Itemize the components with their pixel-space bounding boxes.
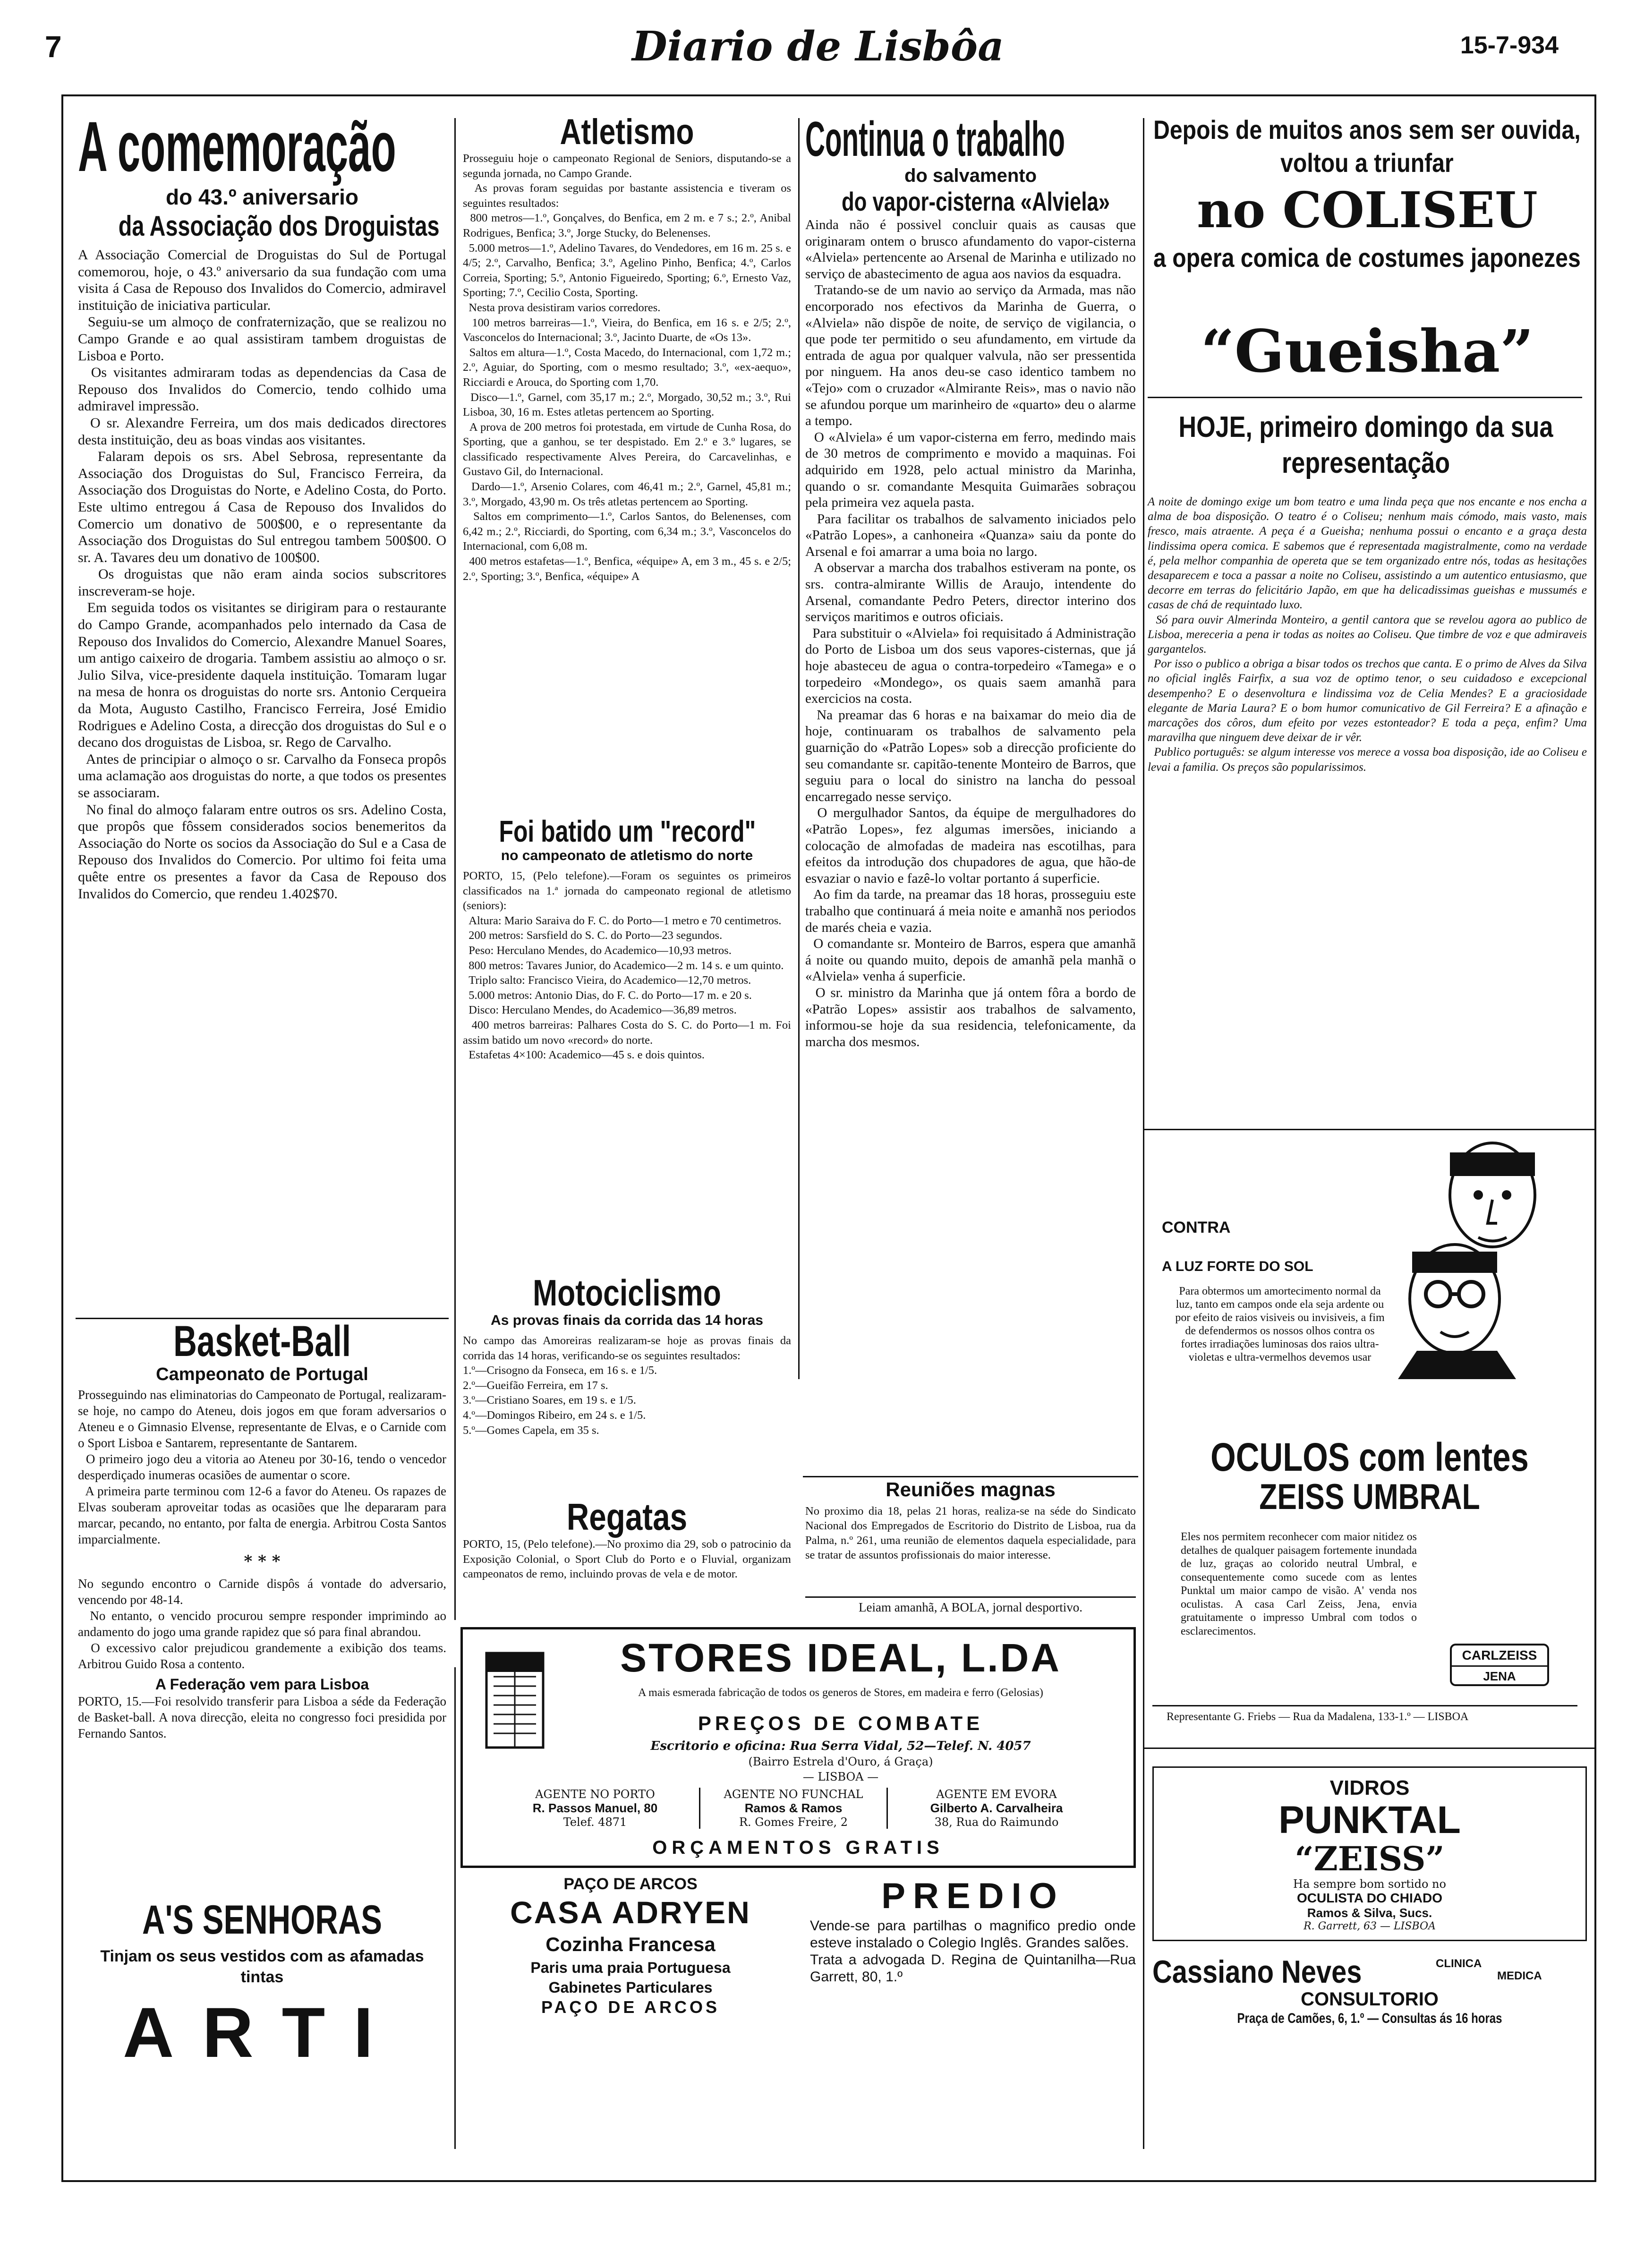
section-rule bbox=[1152, 1705, 1577, 1706]
stores-address: Escritorio e oficina: Rua Serra Vidal, 52—Telef. N. 4057 bbox=[650, 1739, 1031, 1753]
column-rule bbox=[454, 118, 456, 1620]
headline-comemoracao: A comemoração bbox=[78, 107, 396, 186]
stores-orcamentos: ORÇAMENTOS GRATIS bbox=[652, 1837, 944, 1858]
reunioes-body: No proximo dia 18, pelas 21 horas, realiza-se na séde do Sindicato Nacional dos Empregados de Escritorio do Distrito de Lisboa, rua da Palma, n.º 261, uma reunião de elementos daquela especialidade, para se tratar de assuntos profissionais do maior interesse. bbox=[805, 1505, 1139, 1561]
stores-title: STORES IDEAL, L.DA bbox=[620, 1636, 1061, 1680]
masthead-date: 15-7-934 bbox=[1460, 32, 1559, 59]
cassiano-name: Cassiano Neves bbox=[1152, 1954, 1362, 1990]
column-rule bbox=[1143, 118, 1144, 2149]
section-rule bbox=[1143, 1129, 1596, 1130]
section-rule bbox=[805, 1596, 1136, 1598]
arti-ad bbox=[78, 1899, 446, 2111]
stores-window-illustration bbox=[482, 1648, 548, 1757]
sub-moto: As provas finais da corrida das 14 horas bbox=[491, 1313, 763, 1328]
oculos-text: Para obtermos um amortecimento normal da luz, tanto em campos onde ela seja ardente ou por efeito de raios visiveis ou invisiveis, a fim de defendermos os nossos olhos contra os fortes irradiações luminosas dos raios ultra-violetas e ultra-vermelhos devemos usar bbox=[1175, 1285, 1388, 1364]
sub-aniversario: do 43.º aniversario bbox=[166, 185, 358, 209]
federacao-title: A Federação vem para Lisboa bbox=[155, 1676, 369, 1693]
stores-precos: PREÇOS DE COMBATE bbox=[698, 1712, 984, 1734]
headline-basket: Basket-Ball bbox=[173, 1317, 351, 1365]
cozinha-francesa: Cozinha Francesa bbox=[545, 1933, 716, 1955]
column-rule bbox=[454, 1667, 456, 2149]
sub-vapor: do vapor-cisterna «Alviela» bbox=[842, 187, 1110, 216]
oculos-rep: Representante G. Friebs — Rua da Madalena, 133-1.º — LISBOA bbox=[1167, 1711, 1469, 1723]
regatas-body: PORTO, 15, (Pelo telefone).—No proximo dia 29, sob o patrocinio da Exposição Colonial, o Sport Club do Porto e o Fluvial, organizam campeonatos de remo, incluindo provas de vela e de motor. bbox=[463, 1538, 794, 1581]
masthead-title: Diario de Lisbôa bbox=[632, 23, 1004, 70]
senhoras-headline: A'S SENHORAS bbox=[142, 1897, 382, 1943]
headline-record: Foi batido um "record" bbox=[499, 814, 756, 848]
punktal-sub: Ha sempre bom sortido no bbox=[1293, 1877, 1446, 1891]
headline-moto: Motociclismo bbox=[533, 1272, 721, 1313]
zeiss-umbral-ad bbox=[1152, 1143, 1587, 1814]
article-alviela bbox=[805, 113, 1136, 1398]
section-rule bbox=[1143, 1748, 1596, 1749]
article-atletismo bbox=[463, 113, 791, 812]
zeiss-name: “ZEISS” bbox=[1295, 1839, 1445, 1878]
article-comemoracao bbox=[78, 107, 447, 1308]
column-rule bbox=[798, 118, 800, 1379]
agent-funchal: AGENTE NO FUNCHAL Ramos & Ramos R. Gomes Freire, 2 bbox=[699, 1788, 888, 1829]
bola-notice: Leiam amanhã, A BOLA, jornal desportivo. bbox=[859, 1600, 1082, 1614]
record-body: PORTO, 15, (Pelo telefone).—Foram os seguintes os primeiros classificados na 1.ª jornada do campeonato regional de atletismo (seniors): Altura: Mario Saraiva do F. C. do Porto—1 metro e 70 centimetros. 200 metros: Sarsfield do S. C. do Porto—23 segundos. Peso: Herculano Mendes, do Academico—10,93 metros. 800 metros: Tavares Junior, do Academico—2 m. 14 s. e um quinto. Triplo salto: Francisco Vieira, do Academico—12,70 metros. 5.000 metros: Antonio Dias, do F. C. do Porto—17 m. e 20 s. Disco: Herculano Mendes, do Academico—36,89 metros. 400 metros barreiras: Palhares Costa do S. C. do Porto—1 m. Foi assim batido um novo «record» do norte. Estafetas 4×100: Academico—45 s. e dois quintos. bbox=[463, 870, 791, 1062]
oculos-luz: A LUZ FORTE DO SOL bbox=[1162, 1259, 1313, 1274]
oculos-body: Eles nos permitem reconhecer com maior nitidez os detalhes de qualquer paisagem fortemente inundada de luz, graças ao colorido neutral Umbral, e consequentemente como sucede com as lentes Punktal um maior campo de visão. A' venda nos oculistas. A casa Carl Zeiss, Jena, envia gratuitamente o impresso Umbral com todos o esclarecimentos. bbox=[1181, 1531, 1420, 1637]
coliseu-head-3: a opera comica de costumes japonezes bbox=[1153, 243, 1581, 273]
ramos-silva: Ramos & Silva, Sucs. bbox=[1307, 1906, 1432, 1920]
coliseu-head-2: no COLISEU bbox=[1197, 181, 1538, 239]
section-rule bbox=[803, 1476, 1138, 1477]
sub-record: no campeonato de atletismo do norte bbox=[501, 848, 753, 863]
basket-body: Prosseguindo nas eliminatorias do Campeonato de Portugal, realizaram-se hoje, no campo do Ateneu, dois jogos em que foram adversarios o Ateneu e o Gimnasio Elvense, representante de Elvas, e o Carnide com o Sport Lisboa e Santarem, representante de Santarem. O primeiro jogo deu a vitoria ao Ateneu por 30-16, tendo o vencedor desperdiçado inumeras ocasiões de aumentar o score. A primeira parte terminou com 12-6 a favor do Ateneu. Os rapazes de Elvas souberam aproveitar todas as ocasiões que lhe depararam para marcar, pecando, no entanto, por falta de energia. Arbitrou Costa Santos imparcialmente. bbox=[78, 1388, 447, 1546]
basket-body-2: No segundo encontro o Carnide dispôs á vontade do adversario, vencendo por 48-14. No entanto, o vencido procurou sempre responder imprimindo ao andamento do jogo uma grande rapidez que só para final abrandou. O excessivo calor prejudicou grandemente a exibição dos teams. Arbitrou Guido Rosa a contento. bbox=[78, 1577, 447, 1671]
arti-brand: ARTI bbox=[123, 1993, 401, 2072]
headline-continua: Continua o trabalho bbox=[805, 112, 1065, 167]
oculista-chiado: OCULISTA DO CHIADO bbox=[1297, 1891, 1442, 1905]
paris-praia: Paris uma praia Portuguesa bbox=[530, 1959, 731, 1976]
stores-city: — LISBOA — bbox=[802, 1770, 879, 1783]
pracas-address: Praça de Camões, 6, 1.º — Consultas ás 16 horas bbox=[1237, 2011, 1502, 2026]
zeiss-logo: CARLZEISS JENA bbox=[1450, 1644, 1549, 1686]
stars-divider: * * * bbox=[244, 1552, 281, 1571]
consultorio: CONSULTORIO bbox=[1301, 1989, 1439, 2010]
casa-adryen: CASA ADRYEN bbox=[510, 1895, 751, 1930]
oculos-headline-2: ZEISS UMBRAL bbox=[1259, 1477, 1480, 1517]
predio-headline: PREDIO bbox=[881, 1876, 1065, 1916]
sub-associacao: da Associação dos Droguistas bbox=[118, 210, 440, 242]
reunioes-headline: Reuniões magnas bbox=[886, 1478, 1056, 1501]
coliseu-head-5: HOJE, primeiro domingo da sua representação bbox=[1178, 411, 1553, 479]
article-motociclismo bbox=[463, 1273, 791, 1443]
coliseu-head-4: “Gueisha” bbox=[1201, 317, 1534, 386]
atletismo-body: Prosseguiu hoje o campeonato Regional de Seniors, disputando-se a segunda jornada, no Campo Grande. As provas foram seguidas por bastante assistencia e tiveram os seguintes resultados: 800 metros—1.º, Gonçalves, do Benfica, em 2 m. e 7 s.; 2.º, Anibal Rodrigues, Benfica; 3.º, Jorge Stucky, do Belenenses. 5.000 metros—1.º, Adelino Tavares, do Vendedores, em 16 m. 25 s. e 4/5; 2.º, Carvalho, Benfica; 3.º, Agelino Pinho, Benfica; 4.º, Carlos Correia, Sporting; 5.º, Antonio Figueiredo, Sporting; 6.º, Ernesto Vaz, Sporting; 7.º, Cecilio Costa, Sporting. Nesta prova desistiram varios corredores. 100 metros barreiras—1.º, Vieira, do Benfica, em 16 s. e 2/5; 2.º, Vasconcelos do Internacional; 3.º, Jacinto Duarte, de «Os 13». Saltos em altura—1.º, Costa Macedo, do Internacional, com 1,72 m.; 2.º, Aguiar, do Sporting, com o mesmo resultado; 3.º, «ex-aequo», Ricciardi e Arouca, do Sporting com 1,70. Disco—1.º, Garnel, com 35,17 m.; 2.º, Morgado, 30,52 m.; 3.º, Rui Lisboa, 30, 16 m. Estes atletas pertencem ao Sporting. A prova de 200 metros foi protestada, em virtude de Cunha Rosa, do Sporting, que a ganhou, se ter despistado. Em 2.º e 3.º lugares, se classificado respectivamente Alves Pereira, do Carcavelinhas, e Gustavo Gil, do Internacional. Dardo—1.º, Arsenio Colares, com 46,41 m.; 2.º, Garnel, 45,81 m.; 3.º, Morgado, 43,90 m. Os três atletas pertencem ao Sporting. Saltos em comprimento—1.º, Carlos Santos, do Belenenses, com 6,42 m.; 2.º, Ricciardi, do Sporting, com 6,34 m.; 3.º, Vasconcelos do Internacional, com 6,08 m. 400 metros estafetas—1.º, Benfica, «équipe» A, em 3 m., 45 s. e 2/5; 2.º, Sporting; 3.º, Benfica, «équipe» A bbox=[463, 152, 792, 583]
punktal: PUNKTAL bbox=[1278, 1799, 1461, 1842]
oculos-headline-1: OCULOS com lentes bbox=[1210, 1435, 1529, 1479]
faces-illustration bbox=[1398, 1143, 1554, 1379]
adryen-ad bbox=[465, 1875, 796, 2073]
oculos-contra: CONTRA bbox=[1162, 1219, 1231, 1236]
stores-sub: A mais esmerada fabricação de todos os generos de Stores, em madeira e ferro (Gelosias) bbox=[638, 1687, 1043, 1699]
punktal-ad bbox=[1152, 1766, 1587, 1941]
garrett-address: R. Garrett, 63 — LISBOA bbox=[1304, 1920, 1436, 1932]
article-body: A Associação Comercial de Droguistas do Sul de Portugal comemorou, hoje, o 43.º aniversario da sua fundação com uma visita á Casa de Repouso dos Invalidos do Comercio, admiravel instituição de iniciativa particular. Seguiu-se um almoço de confraternização, que se realizou no Campo Grande e ao qual assistiram tambem droguistas de Lisboa e Porto. Os visitantes admiraram todas as dependencias da Casa de Repouso dos Invalidos do Comercio, tendo colhido uma admiravel impressão. O sr. Alexandre Ferreira, um dos mais dedicados directores desta instituição, deu as boas vindas aos visitantes. Falaram depois os srs. Abel Sebrosa, representante da Associação dos Droguistas do Sul, Francisco Ferreira, da Associação dos Droguistas do Norte, e Adelino Costa, do Porto. Este ultimo entregou á Casa de Repouso dos Invalidos do Comercio um donativo de 500$00, e o representante da Associação dos Droguistas do Sul entregou tambem 500$00. O sr. A. Tavares deu um donativo de 100$00. Os droguistas que não eram ainda socios subscritores inscreveram-se hoje. Em seguida todos os visitantes se dirigiram para o restaurante do Campo Grande, acompanhados pelo internado da Casa de Repouso dos Invalidos do Comercio, Alexandre Manuel Soares, um antigo caixeiro de drogaria. Tambem assistiu ao almoço o sr. Julio Silva, vice-presidente daquela instituição. Tomaram lugar na mesa de honra os droguistas do norte srs. Antonio Cerqueira da Mota, Augusto Castilho, Francisco Ferreira, José Emidio Rodrigues e Adelino Costa, a direcção dos droguistas do Sul e o decano dos droguistas de Lisboa, sr. Rego de Carvalho. Antes de principiar o almoço o sr. Carvalho da Fonseca propôs uma aclamação aos droguistas do norte, a que todos os presentes se associaram. No final do almoço falaram entre outros os srs. Adelino Costa, que propôs que fôssem considerados socios benemeritos da Associação do Norte os socios da Associação do Sul e a Casa de Repouso dos Invalidos do Comercio. Por ultimo foi feita uma quête entre os presentes a favor da Casa de Repouso dos Invalidos do Comercio, que rendeu 1.402$70. bbox=[78, 247, 447, 902]
medica: MEDICA bbox=[1497, 1970, 1542, 1982]
predio-body: Vende-se para partilhas o magnifico predio onde esteve instalado o Colegio Inglês. Grandes salões. Trata a advogada D. Regina de Quintanilha—Rua Garrett, 80, 1.º bbox=[810, 1918, 1136, 1985]
coliseu-body: A noite de domingo exige um bom teatro e uma linda peça que nos encante e nos encha a alma de boa disposição. O teatro é o Coliseu; nenhum mais cómodo, mais vasto, mais fresco, mais atraente. A peça é a Gueisha; nenhuma possui o encanto e a graça desta lindissima opera comica. E sabemos que é representada magistralmente, como na verdade é, pela melhor companhia de opereta que se tem organizado entre nós, todas as hesitações desaparecem e toca a passar a noite no Coliseu, assistindo a um autentico entusiasmo, que decorre em terras do felicitário Japão, em que ha delicadissimas gueishas e mussumés e casas de chá de requintado luxo. Só para ouvir Almerinda Monteiro, a gentil cantora que se revelou agora ao publico de Lisboa, mereceria a pena ir todas as noites ao Coliseu. Que timbre de voz e que admiraveis gargantelos. Por isso o publico a obriga a bisar todos os trechos que canta. E o primo de Alves da Silva no oficial inglês Fairfix, a sua voz de optimo tenor, o seu cuidadoso e excepcional desempenho? E o desenvoltura e lindissima voz de Celia Mendes? E a graciosidade elegante de Maria Laura? E o bom humor comunicativo de Gil Ferreira? E a afinação e marcações dos côros, dum efeito por vezes estonteador? E toda a peça, enfim? Uma maravilha que ninguem deve deixar de ir vêr. Publico português: se algum interesse vos merece a vossa boa disposição, ide ao Coliseu e levai a familia. Os preços são popularissimos. bbox=[1148, 495, 1587, 774]
clinica: CLINICA bbox=[1436, 1957, 1482, 1970]
stores-address-2: (Bairro Estrela d'Ouro, á Graça) bbox=[748, 1755, 933, 1768]
page-number: 7 bbox=[45, 30, 62, 64]
vidros: VIDROS bbox=[1329, 1776, 1410, 1799]
cassiano-ad bbox=[1152, 1955, 1587, 2050]
stores-ideal-ad bbox=[460, 1627, 1136, 1868]
gabinetes: Gabinetes Particulares bbox=[548, 1979, 713, 1996]
agent-porto: AGENTE NO PORTO R. Passos Manuel, 80 Telef. 4871 bbox=[532, 1788, 658, 1829]
coliseu-head-1: Depois de muitos anos sem ser ouvida, voltou a triunfar bbox=[1153, 115, 1581, 178]
section-rule bbox=[1148, 397, 1582, 398]
sub-campeonato: Campeonato de Portugal bbox=[156, 1364, 368, 1384]
agent-evora: AGENTE EM EVORA Gilberto A. Carvalheira 38, Rua do Raimundo bbox=[930, 1788, 1063, 1829]
headline-regatas: Regatas bbox=[566, 1496, 688, 1538]
federacao-body: PORTO, 15.—Foi resolvido transferir para Lisboa a séde da Federação de Basket-ball. A nova direcção, eleita no congresso foci presidida por Fernando Santos. bbox=[78, 1694, 450, 1740]
moto-body: No campo das Amoreiras realizaram-se hoje as provas finais da corrida das 14 horas, verificando-se os seguintes resultados: 1.º—Crisogno da Fonseca, em 16 s. e 1/5. 2.º—Gueifão Ferreira, em 17 s. 3.º—Cristiano Soares, em 19 s. e 1/5. 4.º—Domingos Ribeiro, em 24 s. e 1/5. 5.º—Gomes Capela, em 35 s. bbox=[463, 1334, 791, 1437]
sub-salvamento: do salvamento bbox=[904, 165, 1037, 186]
alviela-body: Ainda não é possivel concluir quais as causas que originaram ontem o brusco afundamento do vapor-cisterna «Alviela» pertencente ao Arsenal de Marinha e utilizado no serviço de abastecimento de agua aos navios da esquadra. Tratando-se de um navio ao serviço da Armada, mas não encorporado nos efectivos da Marinha de Guerra, o «Alviela» não dispõe de noite, de serviço de vigilancia, o que pode ter permitido o seu afundamento, em virtude da entrada de agua por qualquer valvula, não ser pressentida por ninguem. Ha anos deu-se caso identico tambem no «Tejo» com o cruzador «Almirante Reis», mas o navio não se afundou porque um marinheiro de «quarto» deu o alarme a tempo. O «Alviela» é um vapor-cisterna em ferro, medindo mais de 30 metros de comprimento e movido a maquinas. Foi adquirido em 1928, pelo actual ministro da Marinha, quando o sr. comandante Mesquita Guimarães sobraçou pela primeira vez aquela pasta. Para facilitar os trabalhos de salvamento iniciados pelo «Patrão Lopes», a canhoneira «Quanza» saiu da ponte do Arsenal e foi amarrar a uma boia no largo. A observar a marcha dos trabalhos estiveram na ponte, os srs. contra-almirante Willis de Araujo, intendente do Arsenal, comandante Pedro Peters, director interino dos serviços maritimos e outros oficiais. Para substituir o «Alviela» foi requisitado á Administração do Porto de Lisboa um dos seus vapores-cisternas, que já hoje abasteceu de agua o contra-torpedeiro «Tamega» e o torpedeiro «Mondego», os quais saem amanhã para exercicios na costa. Na preamar das 6 horas e na baixamar do meio dia de hoje, continuaram os trabalhos de salvamento pela guarnição do «Patrão Lopes» sob a direcção proficiente do seu comandante sr. capitão-tenente Monteiro de Barros, que seguiu para o local do sinistro na lancha do pessoal encarregado nesse serviço. O mergulhador Santos, da équipe de mergulhadores do «Patrão Lopes», fez algumas imersões, iniciando a colocação de almofadas de madeira nas escotilhas, para efeitos da introdução dos chupadores de agua, que hão-de esvaziar o navio e fazê-lo voltar portanto á superficie. Ao fim da tarde, na preamar das 18 horas, prosseguiu este trabalho que continuará á meia noite e amanhã nos periodos de marés cheia e vazia. O comandante sr. Monteiro de Barros, espera que amanhã á noite ou quando muito, depois de amanhã pela manhã o «Alviela» venha á superficie. O sr. ministro da Marinha que já ontem fôra a bordo de «Patrão Lopes» assistir aos trabalhos de salvamento, informou-se hoje da sua residencia, telefonicamente, da marcha dos mesmos. bbox=[805, 217, 1136, 1049]
article-reunioes bbox=[805, 1478, 1139, 1620]
paco-arcos-2: PAÇO DE ARCOS bbox=[541, 1997, 720, 2017]
article-regatas bbox=[463, 1496, 794, 1620]
predio-ad bbox=[810, 1875, 1136, 2073]
coliseu-ad bbox=[1148, 113, 1587, 1115]
headline-atletismo: Atletismo bbox=[560, 112, 694, 152]
paco-arcos-1: PAÇO DE ARCOS bbox=[563, 1875, 698, 1893]
senhoras-sub: Tinjam os seus vestidos com as afamadas tintas bbox=[100, 1947, 424, 1986]
